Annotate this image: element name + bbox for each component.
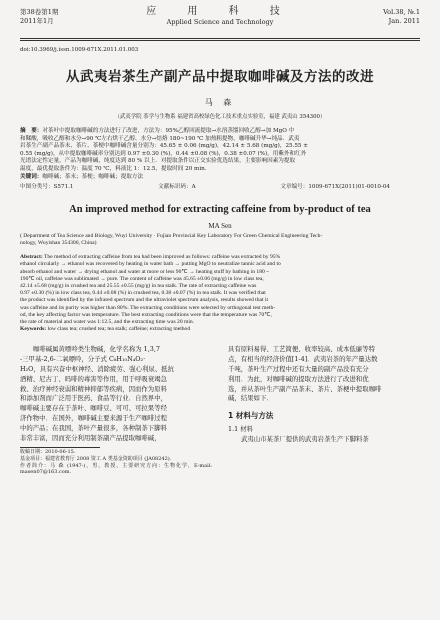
article-number: 文章编号：1009-671X(2011)01-0010-04 — [280, 184, 390, 191]
body-line: 酒精、尼古丁、吗啡的毒害等作用，用于呼吸衰竭急 — [20, 374, 167, 383]
title-chinese: 从武夷岩茶生产副产品中提取咖啡碱及方法的改进 — [66, 69, 374, 85]
affiliation-en-line: ( Department of Tea Science and Biology, Wuyi University · Fujian Provincial Key Laboratory For Green Chemical Engineering Tech- — [20, 233, 323, 240]
journal-name-en: Applied Science and Technology — [166, 18, 274, 26]
body-column-left — [20, 345, 212, 475]
abstract-label-en: Abstract: — [20, 254, 43, 261]
keywords-text-en: low class tea; crushed tea; tea stalk; caffeine; extracting method — [47, 326, 191, 333]
abstract-cn-line: 0.55 (mg/g)，从中提取咖啡碱率分别达到 0.97 ±0.30 (%)，0.44 ±0.08 (%)，0.38 ±0.07 (%)，用紫外和红外 — [20, 150, 307, 157]
volume-en: Vol.38, №.1 — [383, 8, 420, 16]
header-right — [383, 8, 420, 26]
body-paragraph — [228, 435, 420, 445]
body-line: 咖啡碱主要存在于茶叶、咖啡豆、可可、可拉果等经 — [20, 404, 167, 413]
abstract-en-line: 190℃ oil, caffeine was sublimated → pure. The content of caffeine was 45.65 ±0.06 (mg/g) in low class tea, — [20, 275, 264, 282]
body-line: 利用．为此，对咖啡碱的提取方法进行了改进和优 — [228, 374, 369, 383]
body-line: 咖啡碱属黄嘌呤类生物碱，化学名称为 1,3,7 — [33, 345, 160, 354]
abstract-cn-line: 岩茶生产副产品茶末、茶片、茶梗中咖啡碱含量分别为：45.65 ± 0.06 (mg/g)，42.14 ± 5.68 (mg/g)，25.55 ± — [20, 143, 308, 150]
abstract-en-line: the product was identified by the infrared spectrum and the ultraviolet spectrum analysis, results showed that it — [20, 297, 269, 304]
keywords-chinese — [20, 174, 420, 182]
section-heading: 1 材料与方法 — [228, 411, 274, 421]
abstract-en-line: the rate of material and water was 1:12.5, and the extracting time was 20 min. — [20, 318, 195, 325]
header-rule — [20, 38, 420, 39]
body-line: 武夷山市某茶厂提供的武夷岩茶生产下脚料茶 — [241, 434, 369, 443]
abstract-en-line: The method of extracting caffeine from tea had been improved as follows: caffeine was extracted by 95% — [44, 254, 281, 261]
body-line: 碱，结果如下． — [228, 394, 273, 403]
footnote-author: 作者简介：马 森 (1947-)，男，教授，主要研究方向：生物化学，E-mail: masen07@163.com. — [20, 462, 212, 476]
body-line: 救、治疗神经衰弱和精神抑郁等疾病，因而作为原料 — [20, 384, 167, 393]
journal-name-cn: 应 用 科 技 — [146, 6, 294, 17]
clc-number: 中图分类号：S571.1 — [20, 184, 74, 191]
body-line: H₂O，具有兴奋中枢神经、消除疲劳、强心利尿、抵抗 — [20, 364, 174, 373]
body-line: -三甲基-2,6-二氧嘌呤，分子式 C₈H₁₀N₄O₂· — [20, 355, 146, 364]
author-english: MA Sen — [208, 222, 232, 231]
footnote-funding: 基金项目：福建省教育厅 2008 资工 A 类基金资助项目 (JA08242). — [20, 455, 172, 462]
abstract-en-line: was caffeine and its purity was higher than 80%. The extracting conditions were selected by orthogonal test meth- — [20, 304, 276, 311]
document-code: 文献标识码：A — [158, 184, 196, 191]
body-paragraph — [20, 345, 212, 443]
body-line: 点，有相当的经济价值[1-4]．武夷岩茶的年产量达数 — [228, 355, 378, 364]
affiliation-chinese: （武夷学院 茶学与生物系 福建省高校绿色化工技术重点实验室，福建 武夷山 354300） — [114, 114, 326, 120]
abstract-cn-line: 光谱法定性定量，产品为咖啡碱，纯度达到 80 % 以上．对提取条件以正交实验优选结果，主要影响因素为提取 — [20, 158, 296, 165]
abstract-en-line: od, the key affecting factor was temperature. The best extracting conditions were that the temperature was 70℃, — [20, 311, 272, 318]
title-english: An improved method for extracting caffeine from by-product of tea — [69, 204, 371, 216]
abstract-en-line: 0.97 ±0.30 (%) in low class tea, 0.44 ±0.08 (%) in crushed tea, 0.38 ±0.07 (%) in tea stalk. It was verified that — [20, 290, 266, 297]
body-line: 和添加剂而广泛用于医药、食品等行业．自然界中， — [20, 394, 167, 403]
date-en: Jan. 2011 — [388, 17, 420, 25]
abstract-en-line: 42.14 ±5.68 (mg/g) in crushed tea and 25.55 ±0.55 (mg/g) in tea stalk. The rate of extracting caffeine was — [20, 282, 257, 289]
affiliation-en-line: nology, Wuyishan 354300, China) — [20, 240, 97, 247]
body-columns — [20, 345, 420, 475]
abstract-cn-line: 和鞣酸，吸收乙醇和水分→90 ℃左右烘干乙醇、水分→焙烙 180~190 ℃ 加热粗提物，咖啡碱升华→纯品．武夷 — [20, 135, 300, 142]
affiliation-english — [20, 233, 420, 247]
body-line: 济作物中．在国外，咖啡碱主要来源于生产咖啡过程 — [20, 413, 167, 422]
body-paragraph — [228, 345, 420, 404]
footnote-received: 收稿日期：2010-06-15. — [20, 449, 76, 456]
date-cn: 2011年1月 — [20, 17, 54, 25]
abstract-en-line: absorb ethanol and water → drying ethanol and water at more or less 90℃ → heating stuff by bathing in 180 ~ — [20, 268, 270, 275]
body-column-right — [228, 345, 420, 475]
header-rule-thin — [20, 40, 420, 41]
keywords-english — [20, 326, 420, 333]
abstract-label-cn: 摘 要： — [20, 128, 43, 134]
body-line: 千吨，茶叶生产过程中还有大量的副产品没有充分 — [228, 364, 369, 373]
running-header — [20, 6, 420, 36]
body-line: 中的产品；在我国，茶叶产量很多，各种制茶下脚料 — [20, 423, 167, 432]
body-line: 非常丰富，因而充分利用制茶副产品提取咖啡碱， — [20, 433, 161, 442]
classification-line — [20, 182, 420, 190]
keywords-text-cn: 咖啡碱；茶末；茶梗；咖啡碱；提取方法 — [42, 173, 144, 180]
abstract-en-line: ethanol circularly → ethanol was recovered by heating in water bath → putting MgO to neutralize tannic acid and to — [20, 261, 281, 268]
author-chinese: 马 森 — [204, 98, 236, 107]
abstract-chinese — [20, 128, 420, 174]
volume-cn: 第38卷第1期 — [20, 8, 59, 16]
subsection-heading: 1.1 材料 — [228, 424, 253, 433]
abstract-cn-line: 温度，最优提取条件为：温度 70 ℃，料液比 1：12.5，提取时间 20 min. — [20, 165, 207, 172]
abstract-cn-line: 对茶叶中提取咖啡碱的方法进行了改进，方法为：95%乙醇回流提取→水溶蒸馏回收乙醇→加 MgO 中 — [42, 128, 295, 134]
doi[interactable]: doi:10.3969/j.issn.1009-671X.2011.01.003 — [20, 47, 139, 53]
footnote — [20, 449, 212, 475]
keywords-label-cn: 关键词： — [20, 173, 43, 180]
keywords-label-en: Keywords: — [20, 326, 47, 333]
body-line: 选，并从茶叶生产副产品茶末、茶片、茶梗中提取咖啡 — [228, 384, 382, 393]
body-line: 具有原料易得、工艺简便、收率较高、成本低廉等特 — [228, 345, 375, 354]
abstract-english — [20, 254, 420, 326]
header-center — [20, 6, 420, 27]
